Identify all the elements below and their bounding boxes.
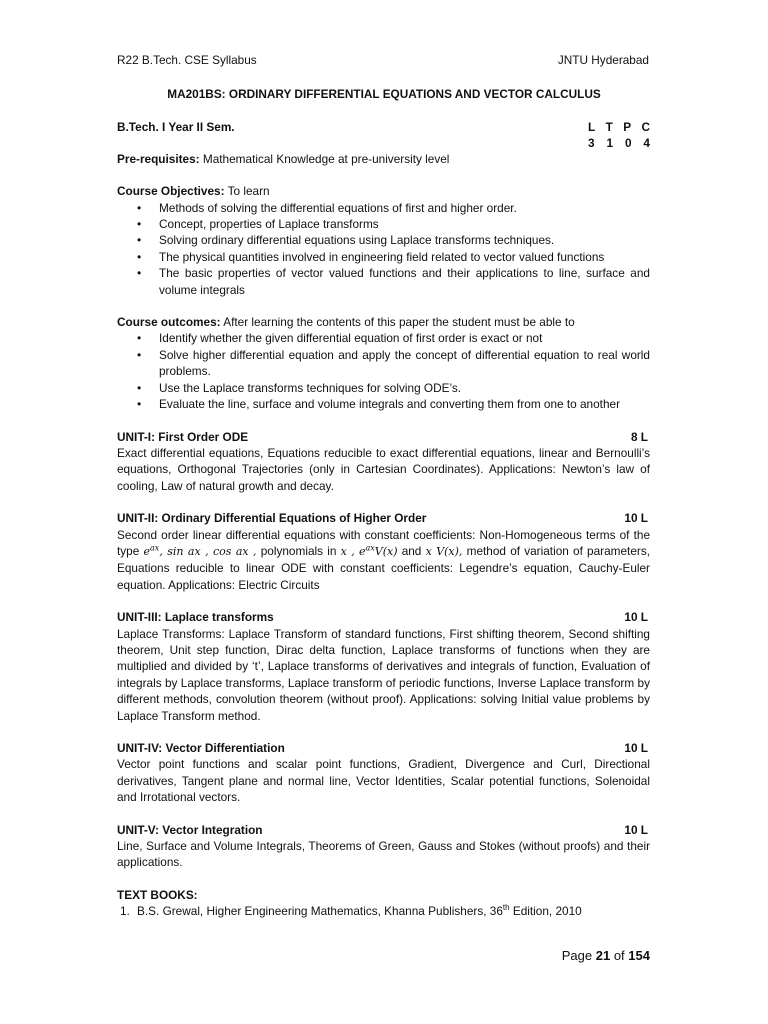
ltpc-value-t: 1 <box>606 136 614 151</box>
unit-text-part: and <box>401 543 422 558</box>
unit-heading <box>117 510 650 526</box>
objectives-label: Course Objectives: <box>117 184 225 199</box>
list-item: 1. B.S. Grewal, Higher Engineering Mathematics, Khanna Publishers, 36th Edition, 2010 <box>120 903 582 919</box>
list-item: • The basic properties of vector valued functions and their applications to line, surface and volume integrals <box>117 265 650 298</box>
list-item: • Methods of solving the differential equations of first and higher order. <box>117 200 650 216</box>
math-expression: x V(x), <box>425 544 463 558</box>
unit-description: Vector point functions and scalar point functions, Gradient, Divergence and Curl, Directional derivatives, Tangent plane and normal line, Vector Identities, Scalar potential functions, Solenoidal and Irrotational vectors. <box>117 757 650 805</box>
list-item: • Concept, properties of Laplace transforms <box>117 216 650 232</box>
unit-hours: 10 L <box>624 511 648 526</box>
list-item: • Identify whether the given differential equation of first order is exact or not <box>117 330 650 346</box>
textbooks-list <box>117 903 650 919</box>
unit-hours: 10 L <box>624 610 648 625</box>
outcomes-label: Course outcomes: <box>117 315 221 330</box>
header-right: JNTU Hyderabad <box>557 53 649 67</box>
prerequisites-label: Pre-requisites: <box>117 151 200 166</box>
course-outcomes <box>117 314 650 412</box>
ltpc-header-t: T <box>605 120 613 134</box>
unit-text-part: Second order linear differential equations with constant coefficients: Non-Homogeneous terms of the type <box>117 527 650 558</box>
math-expression: x , <box>340 544 355 558</box>
list-item: • Use the Laplace transforms techniques for solving ODE’s. <box>117 380 650 396</box>
semester-row <box>117 119 650 152</box>
list-number: 1. <box>120 904 130 919</box>
ltpc-header-l: L <box>588 120 596 134</box>
unit-description: Line, Surface and Volume Integrals, Theorems of Green, Gauss and Stokes (without proofs) and their applications. <box>117 839 650 870</box>
objectives-list <box>117 200 650 298</box>
text-books <box>117 887 650 920</box>
list-item: • Solve higher differential equation and apply the concept of differential equation to real world problems. <box>117 347 650 380</box>
math-expression: $e^{ax}V(x)$ <box>358 543 398 558</box>
unit-5 <box>117 822 650 871</box>
ltpc-headers <box>588 119 650 135</box>
unit-heading <box>117 609 650 625</box>
syllabus-content <box>117 119 650 920</box>
course-title: MA201BS: ORDINARY DIFFERENTIAL EQUATIONS AND VECTOR CALCULUS <box>167 87 601 101</box>
ltpc-header-c: C <box>641 120 650 134</box>
math-expression: $e^{ax}$, sin ax , cos ax , <box>143 543 257 558</box>
unit-title: UNIT-IV: Vector Differentiation <box>117 741 285 755</box>
unit-title: UNIT-II: Ordinary Differential Equations of Higher Order <box>117 511 427 526</box>
prerequisites-text: Mathematical Knowledge at pre-university level <box>202 151 450 166</box>
ltpc-values <box>588 135 650 151</box>
ltpc-header-p: P <box>623 120 632 134</box>
page-number: Page 21 of 154 <box>561 948 650 963</box>
unit-2 <box>117 510 650 593</box>
unit-title: UNIT-I: First Order ODE <box>117 429 249 444</box>
unit-3 <box>117 609 650 724</box>
unit-1 <box>117 429 650 495</box>
unit-description: Laplace Transforms: Laplace Transform of standard functions, First shifting theorem, Second shifting theorem, Unit step function, Dirac delta function, Laplace transforms of functions when they are multiplied and divided by ‘t’, Laplace transforms of derivatives and integrals of function, Evaluation of integrals by Laplace transforms, Laplace transform of periodic functions, Inverse Laplace transform by different methods, convolution theorem (without proof). Applications: solving Initial value problems by Laplace Transform method. <box>117 626 650 723</box>
list-item: • The physical quantities involved in engineering field related to vector valued functions <box>117 249 650 265</box>
unit-title: UNIT-V: Vector Integration <box>117 822 263 837</box>
course-objectives <box>117 183 650 298</box>
outcomes-intro: After learning the contents of this paper the student must be able to <box>223 315 575 330</box>
unit-4 <box>117 740 650 806</box>
unit-heading <box>117 740 650 756</box>
list-item: • Evaluate the line, surface and volume integrals and converting them from one to another <box>117 396 650 412</box>
unit-description <box>117 527 650 594</box>
unit-heading <box>117 429 650 445</box>
unit-hours: 10 L <box>624 822 648 837</box>
ltpc-table <box>588 119 650 152</box>
ltpc-value-c: 4 <box>643 136 650 151</box>
ltpc-value-p: 0 <box>624 136 632 151</box>
semester-label: B.Tech. I Year II Sem. <box>117 120 235 134</box>
unit-text-part: polynomials in <box>260 543 337 558</box>
ltpc-value-l: 3 <box>588 136 595 151</box>
list-item: • Solving ordinary differential equations using Laplace transforms techniques. <box>117 232 650 248</box>
unit-hours: 8 L <box>630 429 648 444</box>
unit-text-part: method of variation of parameters, Equations reducible to linear ODE with constant coefficients: Legendre’s equation, Cauchy-Euler equation. Applications: Electric Circuits <box>117 543 650 592</box>
header-left: R22 B.Tech. CSE Syllabus <box>117 53 257 67</box>
unit-description: Exact differential equations, Equations reducible to exact differential equations, linear and Bernoulli’s equations, Orthogonal Trajectories (only in Cartesian Coordinates). Applications: Newton’s law of cooling, Law of natural growth and decay. <box>117 445 650 493</box>
unit-hours: 10 L <box>624 741 648 755</box>
objectives-intro: To learn <box>227 184 270 199</box>
textbooks-label: TEXT BOOKS: <box>117 887 198 902</box>
outcomes-list <box>117 330 650 412</box>
prerequisites <box>117 151 650 167</box>
unit-title: UNIT-III: Laplace transforms <box>117 610 274 625</box>
unit-heading <box>117 822 650 838</box>
